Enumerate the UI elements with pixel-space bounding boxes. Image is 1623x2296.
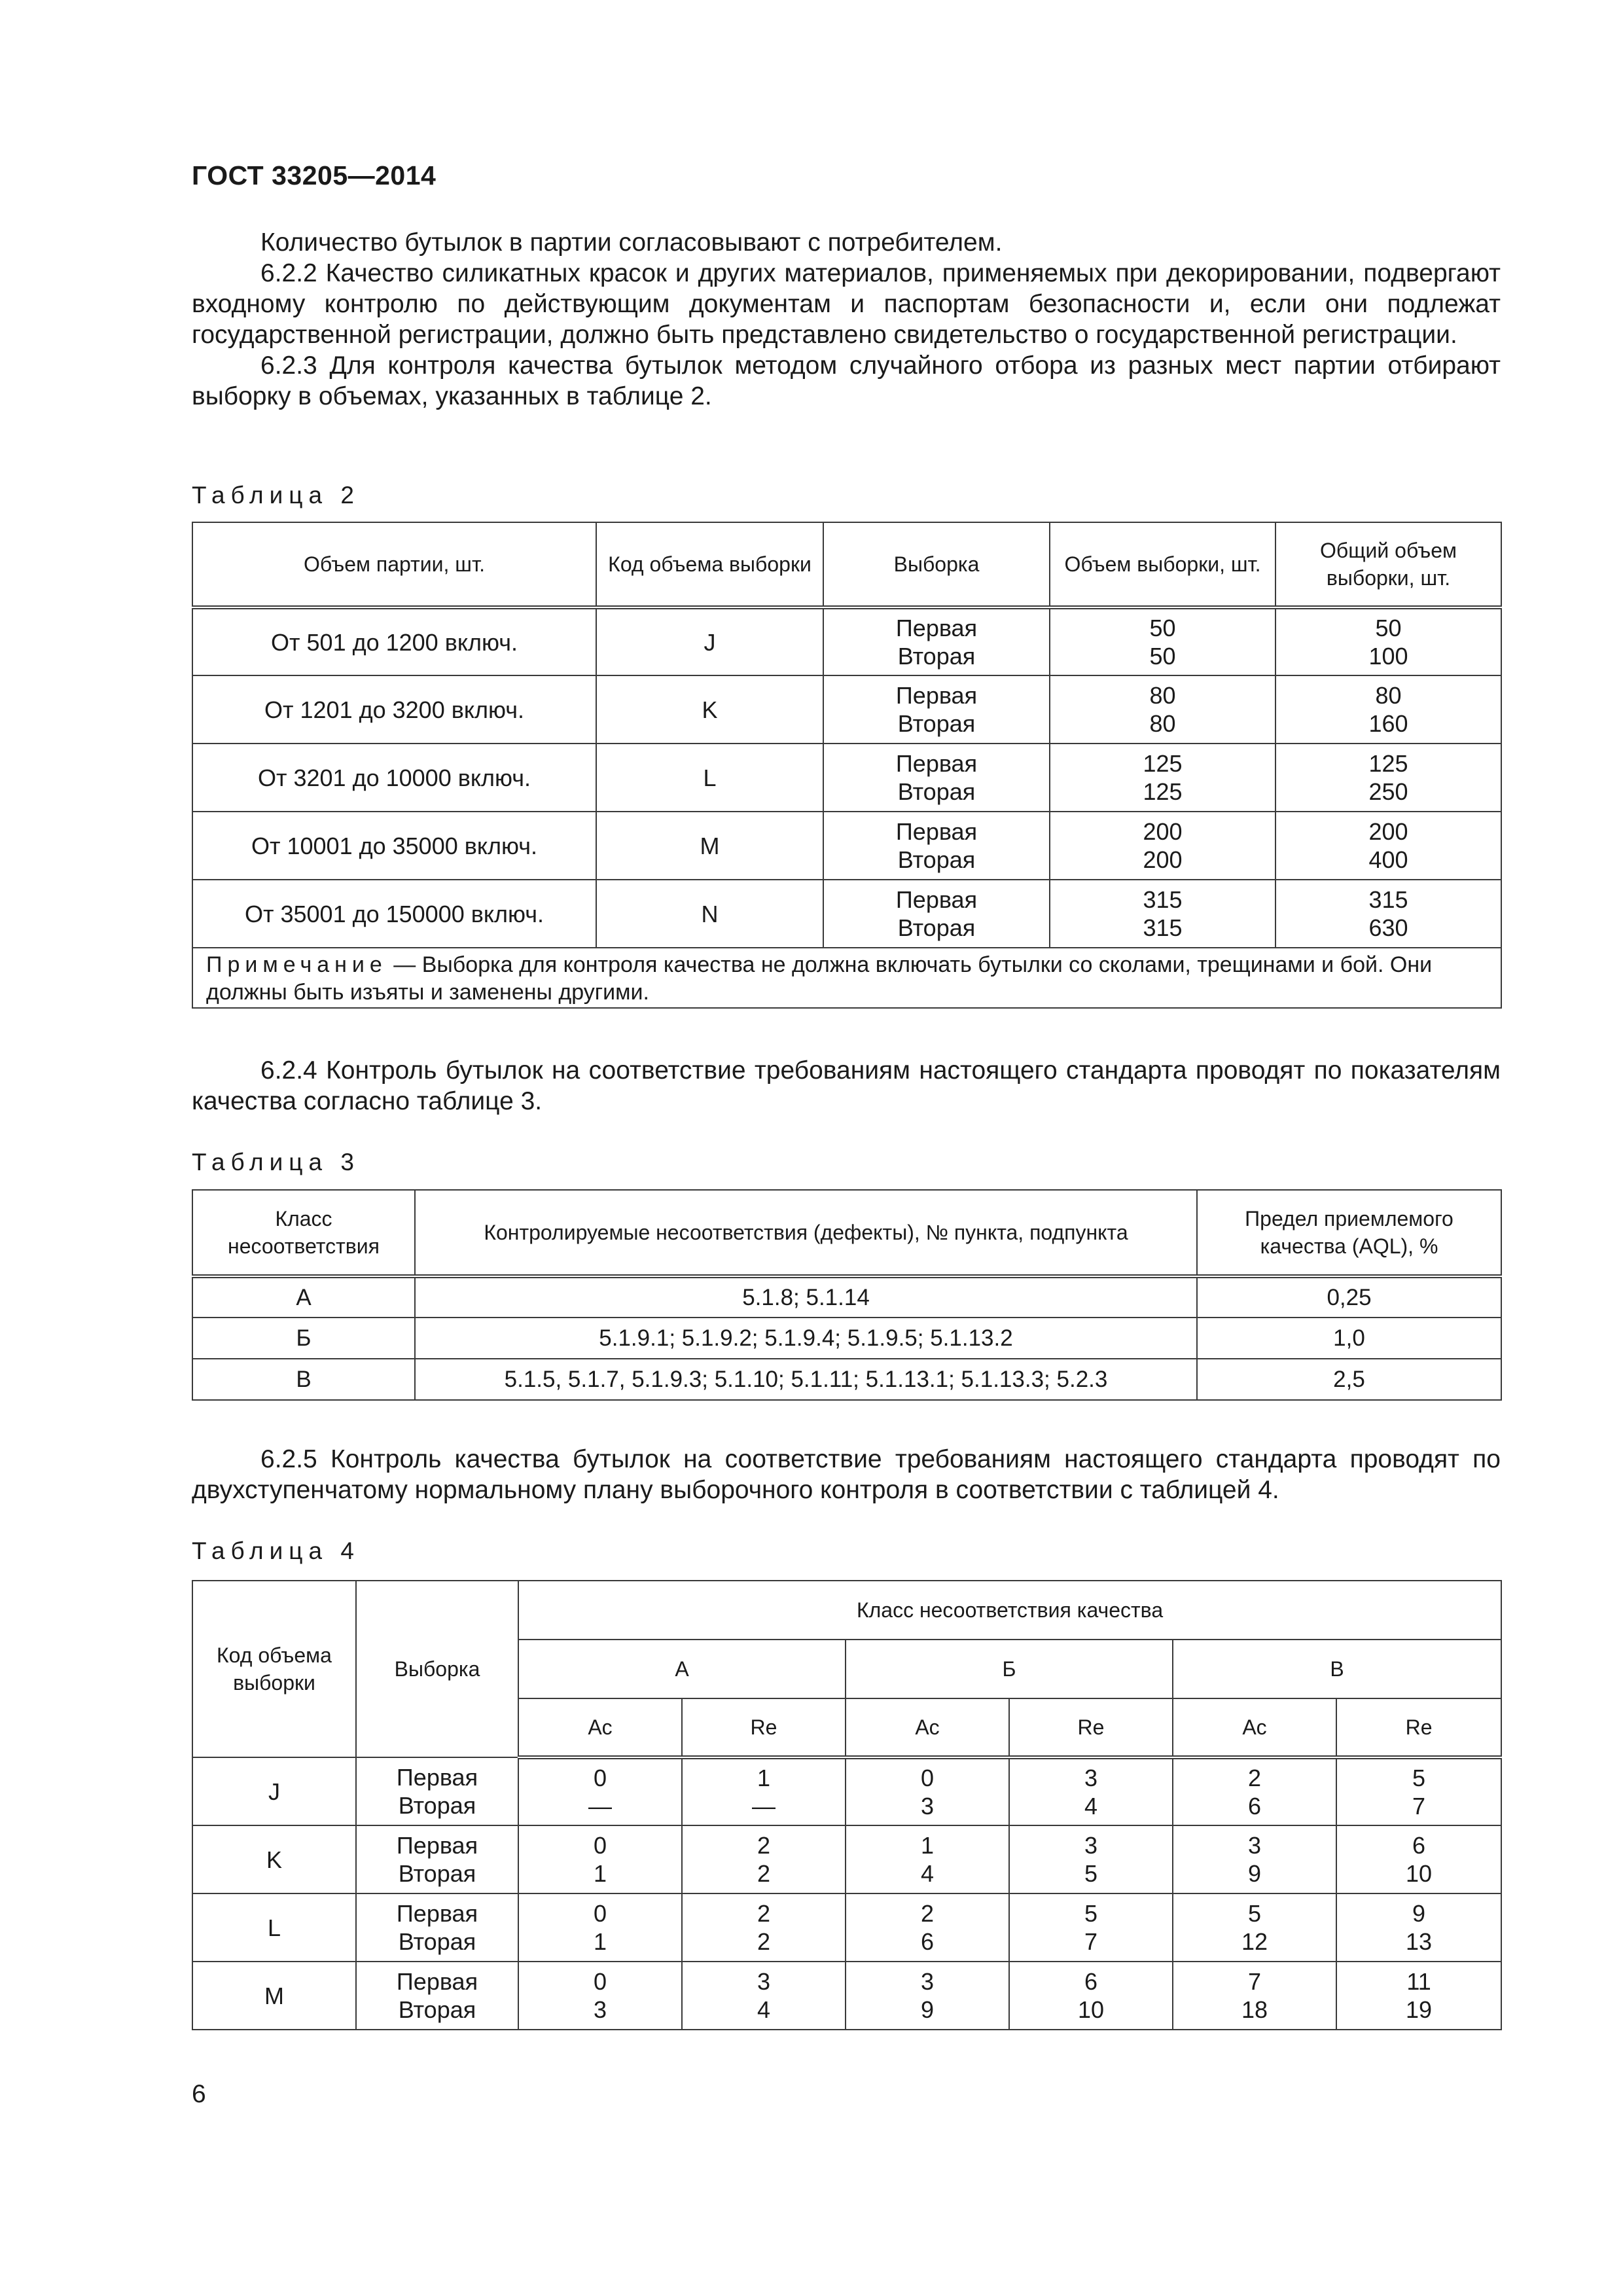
document-title: ГОСТ 33205—2014 <box>192 160 437 190</box>
lot-size-cell: От 3201 до 10000 включ. <box>192 744 596 812</box>
defects-cell: 5.1.9.1; 5.1.9.2; 5.1.9.4; 5.1.9.5; 5.1.13.2 <box>415 1318 1197 1359</box>
table-row <box>192 1318 1501 1359</box>
table-2-note-row <box>192 948 1501 1008</box>
table-row <box>192 1962 1501 2030</box>
re-cell: 3 5 <box>1009 1825 1173 1893</box>
total-cell: 315 630 <box>1275 880 1501 948</box>
table-3-header-aql: Предел приемлемого качества (AQL), % <box>1197 1190 1501 1276</box>
paragraph-6-2-5: 6.2.5 Контроль качества бутылок на соответствие требованиям настоящего стандарта проводят по двухступенчатому нормальному плану выборочного контроля в соответствии с таблицей 4. <box>192 1445 1501 1504</box>
table-2-header-code: Код объема выборки <box>596 522 823 607</box>
ac-cell: 3 9 <box>846 1962 1009 2030</box>
section-text-6-2-5 <box>192 1444 1501 1505</box>
table-3-header-defects: Контролируемые несоответствия (дефекты), № пункта, подпункта <box>415 1190 1197 1276</box>
sample-cell: Первая Вторая <box>356 1962 518 2030</box>
code-cell: N <box>596 880 823 948</box>
code-cell: K <box>192 1825 356 1893</box>
re-cell: 3 4 <box>682 1962 846 2030</box>
lot-size-cell: От 10001 до 35000 включ. <box>192 812 596 880</box>
table-2-header-sample: Выборка <box>823 522 1050 607</box>
re-cell: 5 7 <box>1336 1757 1501 1825</box>
ac-header: Ac <box>1173 1698 1336 1757</box>
table-2 <box>192 522 1502 1009</box>
class-v-header: В <box>1173 1640 1501 1698</box>
table-2-note <box>192 948 1501 1008</box>
defects-cell: 5.1.8; 5.1.14 <box>415 1276 1197 1318</box>
code-cell: K <box>596 675 823 744</box>
re-cell: 5 7 <box>1009 1893 1173 1962</box>
ac-cell: 2 6 <box>846 1893 1009 1962</box>
paragraph-6-2-4: 6.2.4 Контроль бутылок на соответствие требованиям настоящего стандарта проводят по показателям качества согласно таблице 3. <box>192 1056 1501 1115</box>
sample-cell: Первая Вторая <box>823 675 1050 744</box>
table-3-header-row <box>192 1190 1501 1276</box>
total-cell: 50 100 <box>1275 607 1501 675</box>
paragraph-6-2-3: 6.2.3 Для контроля качества бутылок методом случайного отбора из разных мест партии отбирают выборку в объемах, указанных в таблице 2. <box>192 351 1501 410</box>
ac-cell: 0 1 <box>518 1893 682 1962</box>
re-cell: 2 2 <box>682 1893 846 1962</box>
section-text-intro <box>192 227 1501 412</box>
ac-cell: 3 9 <box>1173 1825 1336 1893</box>
sample-cell: Первая Вторая <box>823 607 1050 675</box>
volume-cell: 50 50 <box>1050 607 1275 675</box>
page-number: 6 <box>192 2080 206 2108</box>
volume-cell: 125 125 <box>1050 744 1275 812</box>
aql-cell: 2,5 <box>1197 1359 1501 1400</box>
table-4-caption: Таблица 4 <box>192 1537 360 1564</box>
ac-cell: 0 3 <box>846 1757 1009 1825</box>
total-cell: 80 160 <box>1275 675 1501 744</box>
table-row <box>192 880 1501 948</box>
paragraph-6-2-2: 6.2.2 Качество силикатных красок и других материалов, применяемых при декорировании, подвергают входному контролю по действующим документам и паспортам безопасности и, если они подлежат государственной регистрации, должно быть представлено свидетельство о государственной регистрации. <box>192 259 1501 349</box>
aql-cell: 0,25 <box>1197 1276 1501 1318</box>
lot-size-cell: От 35001 до 150000 включ. <box>192 880 596 948</box>
re-cell: 1 — <box>682 1757 846 1825</box>
table-4-header-code: Код объема выборки <box>192 1581 356 1757</box>
total-cell: 200 400 <box>1275 812 1501 880</box>
volume-cell: 80 80 <box>1050 675 1275 744</box>
defects-cell: 5.1.5, 5.1.7, 5.1.9.3; 5.1.10; 5.1.11; 5.1.13.1; 5.1.13.3; 5.2.3 <box>415 1359 1197 1400</box>
table-4-header-sample: Выборка <box>356 1581 518 1757</box>
code-cell: M <box>596 812 823 880</box>
re-header: Re <box>682 1698 846 1757</box>
table-2-header-total: Общий объем выборки, шт. <box>1275 522 1501 607</box>
code-cell: M <box>192 1962 356 2030</box>
note-label: Примечание <box>206 952 387 977</box>
ac-cell: 7 18 <box>1173 1962 1336 2030</box>
sample-cell: Первая Вторая <box>823 812 1050 880</box>
sample-cell: Первая Вторая <box>356 1757 518 1825</box>
table-4 <box>192 1580 1502 2030</box>
ac-cell: 1 4 <box>846 1825 1009 1893</box>
table-row <box>192 1359 1501 1400</box>
table-row <box>192 1893 1501 1962</box>
code-cell: J <box>596 607 823 675</box>
re-cell: 6 10 <box>1336 1825 1501 1893</box>
re-cell: 2 2 <box>682 1825 846 1893</box>
sample-cell: Первая Вторая <box>356 1893 518 1962</box>
code-cell: L <box>192 1893 356 1962</box>
ac-cell: 0 — <box>518 1757 682 1825</box>
total-cell: 125 250 <box>1275 744 1501 812</box>
paragraph-lot-quantity: Количество бутылок в партии согласовывают с потребителем. <box>260 228 1003 257</box>
table-4-header-class: Класс несоответствия качества <box>518 1581 1501 1640</box>
table-row <box>192 1757 1501 1825</box>
table-3-header-class: Класс несоответствия <box>192 1190 415 1276</box>
table-3-caption: Таблица 3 <box>192 1149 360 1175</box>
table-2-header-row <box>192 522 1501 607</box>
re-cell: 11 19 <box>1336 1962 1501 2030</box>
table-3 <box>192 1189 1502 1401</box>
table-row <box>192 675 1501 744</box>
sample-cell: Первая Вторая <box>823 744 1050 812</box>
ac-cell: 0 1 <box>518 1825 682 1893</box>
code-cell: J <box>192 1757 356 1825</box>
class-cell: А <box>192 1276 415 1318</box>
section-text-6-2-4 <box>192 1055 1501 1117</box>
ac-cell: 5 12 <box>1173 1893 1336 1962</box>
class-b-header: Б <box>846 1640 1173 1698</box>
volume-cell: 315 315 <box>1050 880 1275 948</box>
volume-cell: 200 200 <box>1050 812 1275 880</box>
table-2-header-lot: Объем партии, шт. <box>192 522 596 607</box>
note-text: — Выборка для контроля качества не должна включать бутылки со сколами, трещинами и бой. Они должны быть изъяты и заменены другими. <box>206 952 1433 1005</box>
sample-cell: Первая Вторая <box>823 880 1050 948</box>
lot-size-cell: От 501 до 1200 включ. <box>192 607 596 675</box>
table-2-caption: Таблица 2 <box>192 482 360 509</box>
table-row <box>192 744 1501 812</box>
table-row <box>192 1276 1501 1318</box>
class-a-header: А <box>518 1640 846 1698</box>
table-row <box>192 1825 1501 1893</box>
re-header: Re <box>1009 1698 1173 1757</box>
code-cell: L <box>596 744 823 812</box>
ac-header: Ac <box>846 1698 1009 1757</box>
table-4-header-row-1 <box>192 1581 1501 1640</box>
ac-cell: 0 3 <box>518 1962 682 2030</box>
class-cell: Б <box>192 1318 415 1359</box>
ac-header: Ac <box>518 1698 682 1757</box>
aql-cell: 1,0 <box>1197 1318 1501 1359</box>
lot-size-cell: От 1201 до 3200 включ. <box>192 675 596 744</box>
ac-cell: 2 6 <box>1173 1757 1336 1825</box>
sample-cell: Первая Вторая <box>356 1825 518 1893</box>
table-2-header-volume: Объем выборки, шт. <box>1050 522 1275 607</box>
re-cell: 3 4 <box>1009 1757 1173 1825</box>
class-cell: В <box>192 1359 415 1400</box>
table-row <box>192 607 1501 675</box>
table-row <box>192 812 1501 880</box>
re-cell: 6 10 <box>1009 1962 1173 2030</box>
re-cell: 9 13 <box>1336 1893 1501 1962</box>
re-header: Re <box>1336 1698 1501 1757</box>
